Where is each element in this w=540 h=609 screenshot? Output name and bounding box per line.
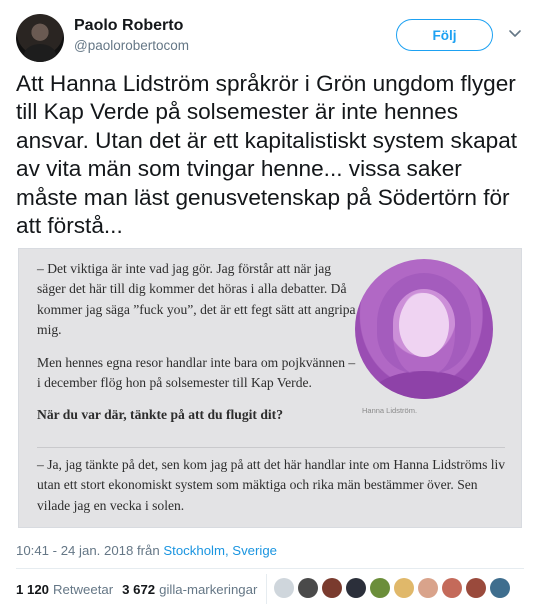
author-handle[interactable]: @paolorobertocom [74,38,190,53]
retweets-count[interactable]: 1 120 [16,581,50,597]
article-question: När du var där, tänkte på att du flugit dit? [37,407,283,423]
author-name[interactable]: Paolo Roberto [74,17,184,34]
liker-avatar[interactable] [394,578,414,598]
article-excerpt [37,259,357,438]
tweet-timestamp [16,543,277,558]
timestamp-text[interactable]: 10:41 - 24 jan. 2018 från [16,543,164,558]
article-paragraph: – Det viktiga är inte vad jag gör. Jag förstår att när jag säger det här till dig kommer det höras i alla debatter. Då kommer jag säga ”fuck you”, det är ett fegt sätt att angripa mig. [37,261,356,338]
retweets-label[interactable]: Retweetar [53,581,114,597]
tweet-stats [16,579,257,599]
liker-avatar[interactable] [274,578,294,598]
liker-avatar[interactable] [466,578,486,598]
tweet-text: Att Hanna Lidström språkrör i Grön ungdom flyger till Kap Verde på solsemester är inte hennes ansvar. Utan det är ett kapitalistiskt system skapat av vita män som tvingar henne... vissa saker måste man läst genusvetenskap på Södertörn för att förstå... [16,71,518,239]
liker-avatars [274,578,514,598]
tweet-header [16,14,524,64]
author-avatar[interactable] [16,14,64,62]
attached-image[interactable] [18,248,522,528]
liker-avatar[interactable] [370,578,390,598]
article-paragraph: Men hennes egna resor handlar inte bara om pojkvännen – i december flög hon på solsemester till Kap Verde. [37,354,356,391]
article-divider [37,447,505,448]
portrait-face [399,293,449,357]
stats-divider [16,568,524,569]
liker-avatar[interactable] [322,578,342,598]
liker-avatar[interactable] [418,578,438,598]
location-link[interactable]: Stockholm, Sverige [163,543,277,558]
portrait-photo [355,259,493,399]
chevron-down-icon[interactable] [507,25,523,41]
liker-avatar[interactable] [298,578,318,598]
photo-caption: Hanna Lidström. [362,406,418,415]
follow-button[interactable]: Följ [396,19,493,51]
likes-label[interactable]: gilla-markeringar [159,581,258,597]
stats-separator [266,574,267,604]
liker-avatar[interactable] [346,578,366,598]
liker-avatar[interactable] [442,578,462,598]
portrait-shoulders [371,371,477,399]
liker-avatar[interactable] [490,578,510,598]
likes-count[interactable]: 3 672 [122,581,156,597]
article-answer: – Ja, jag tänkte på det, sen kom jag på att det här handlar inte om Hanna Lidströms liv utan ett stort ekonomiskt system som mäktiga och rika män bestämmer över. Sen vilade jag en vecka i solen. [37,457,506,513]
